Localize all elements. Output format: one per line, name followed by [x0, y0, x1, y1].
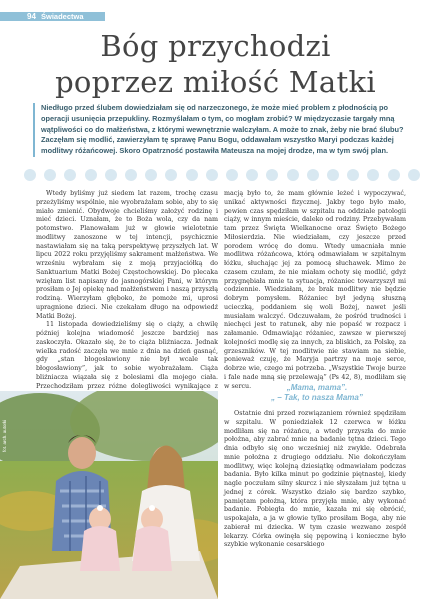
- decorative-dot: [287, 169, 299, 181]
- family-photo: [0, 391, 218, 599]
- decorative-dot: [367, 169, 379, 181]
- body-paragraph: 11 listopada dowiedzieliśmy się o ciąży, a chwilę później kolejna wiadomość jeszcze bardziej nas zaskoczyła. Okazało się, że to ciąża bliźniacza. Jednak wielka radość zaczęła we mnie z dnia na dzień gasnąć, gdy „stan błogosławiony nie był wcale tak błogosławiony”, jak to sobie wyobrażałam. Ciąża bliźniacza wiązała się z bolesiami dla mojego ciała. Przechodziłam przez różne dolegliwości wynikające z: [36, 321, 218, 390]
- article-title: [0, 28, 431, 100]
- decorative-dot: [266, 169, 278, 181]
- article-title-line1: Bóg przychodzi: [100, 29, 331, 63]
- decorative-dot: [388, 169, 400, 181]
- body-paragraph: Wtedy byliśmy już siedem lat razem, trochę czasu przeżyliśmy wspólnie, nie wyobrażałam sobie, aby to się miało zmienić. Obydwoje chcieliśmy założyć rodzinę i mieć dzieci. Uznałam, że to Boża wola, czy da nam potomstwo. Planowałam już w głowie wielotetnie modlitwy zanoszone w tej intencji, psychicznie nastawiałam się na taką perspektywę przyszłych lat. W lipcu 2022 roku przyjęliśmy sakrament małżeństwa. We wrześniu wybrałam się z moją przyjaciółką do Sanktuarium Matki Bożej Częstochowskiej. Do plecaka wzięłam list napisany do jasnogórskiej Pani, w którym prosiłam o Jej opiekę nad małżeństwem i naszą przyszłą rodziną. Wierzyłam głęboko, że pomoże mi, uprosi upragnione dzieci. Nie czekałam długo na odpowiedź Matki Bożej.: [36, 190, 218, 320]
- decorative-dot: [186, 169, 198, 181]
- decorative-dot-row: [24, 168, 420, 182]
- decorative-dot: [327, 169, 339, 181]
- body-paragraph: Ostatnie dni przed rozwiązaniem również spędziłam w szpitalu. W poniedziałek 12 czerwca w łóżku modliłam się na różańcu, a wtedy przyszła do mnie położna, aby zabrać mnie na badanie tętna dzieci. Tego dnia odbyło się ono wcześniej niż zwykle. Odebrała mnie położna z drugiego oddziału. Nie dokończyłam modlitwy, więc kolejną dziesiątkę odmawiałam podczas badania. Było kilka minut po godzinie piętnastej, kiedy nagle poczułam silny skurcz i nie słyszałam już tętna u jednej z córek. Wszystko działo się bardzo szybko, pamiętam położną, która przyjęła mnie, aby wykonać badanie. Pobiegła do mnie, kazała mi się obrócić, uspokajała, a ja w głowie tylko prosiłam Boga, aby nie zabierał mi dziecka. W tym czasie wezwano zespół lekarzy. Córka owinęła się pępowiną i konieczne było szybkie wykonanie cesarskiego: [224, 410, 406, 549]
- photo-credit: fot. arch. autorki: [2, 419, 7, 452]
- decorative-dot: [246, 169, 258, 181]
- decorative-dot: [307, 169, 319, 181]
- article-title-line2: poprzez miłość Matki: [55, 65, 376, 99]
- decorative-dot: [226, 169, 238, 181]
- decorative-dot: [165, 169, 177, 181]
- decorative-dot: [408, 169, 420, 181]
- body-column-right: [224, 190, 406, 391]
- pull-quote: [232, 383, 402, 403]
- pull-quote-line2: „ – Tak, to nasza Mama”: [271, 393, 363, 402]
- decorative-dot: [24, 169, 36, 181]
- page-number: 94: [27, 12, 36, 21]
- decorative-dot: [125, 169, 137, 181]
- article-lead: Niedługo przed ślubem dowiedziałam się od narzeczonego, że może mieć problem z płodnością po operacji usunięcia przepukliny. Rozmyślałam o tym, co mogłam zrobić? W międzyczasie targały mną wątpliwości co do małżeństwa, z którymi wewnętrznie walczyłam. A może to znak, żeby nie brać ślubu? Zaczęłam się modlić, zawierzyłam tę sprawę Panu Bogu, oddawałam wszystko Maryi podczas każdej modlitwy różańcowej. Skoro Opatrzność postawiła Mateusza na mojej drodze, ma w tym swój plan.: [33, 103, 413, 157]
- section-label: Świadectwa: [41, 12, 84, 21]
- body-column-right-lower: [224, 410, 406, 550]
- decorative-dot: [347, 169, 359, 181]
- pull-quote-line1: „Mama, mama”.: [286, 383, 348, 392]
- decorative-dot: [44, 169, 56, 181]
- decorative-dot: [64, 169, 76, 181]
- decorative-dot: [206, 169, 218, 181]
- decorative-dot: [105, 169, 117, 181]
- body-column-left: [36, 190, 218, 400]
- decorative-dot: [85, 169, 97, 181]
- body-paragraph: macją było to, że mam głównie leżeć i wypoczywać, unikać aktywności fizycznej. Jakby tego było mało, pewien czas spędziłam w szpitalu na oddziale patologii ciąży, w innym mieście, daleko od rodziny. Przebywałam tam przez Święta Wielkanocne oraz Święto Bożego Miłosierdzia. Nie wiedziałam, czy jeszcze przed porodem wrócę do domu. Wtedy umacniała mnie modlitwa różańcowa, którą odmawiałam w szpitalnym łóżku, słuchając jej za pomocą słuchawek. Mimo że czasem czułam, że nie miałam ochoty się modlić, gdyż przygnębiała mnie ta sytuacja, różaniec towarzyszył mi codziennie. Wiedziałam, że brak modlitwy nie będzie dobrym pomysłem. Różaniec był jedyną słuszną ucieczką, poddaniem się woli Bożej, nawet jeśli musiałam walczyć. Odczuwałam, że pośród trudności i niechęci jest to ratunek, aby nie popaść w rozpacz i załamanie. Odmawiając różaniec, zawsze w pierwszej kolejności modlę się za innych, za bliskich, za Polskę, za grzeszników. W tej modlitwie nie stawiam na siebie, ponieważ czuję, że Maryja partrzy na moje serce, dobrze wie, czego mi potrzeba. „Wszystkie Twoje burze i fale nade mną się przelewają” (Ps 42, 8), modliłam się w sercu.: [224, 190, 406, 390]
- decorative-dot: [145, 169, 157, 181]
